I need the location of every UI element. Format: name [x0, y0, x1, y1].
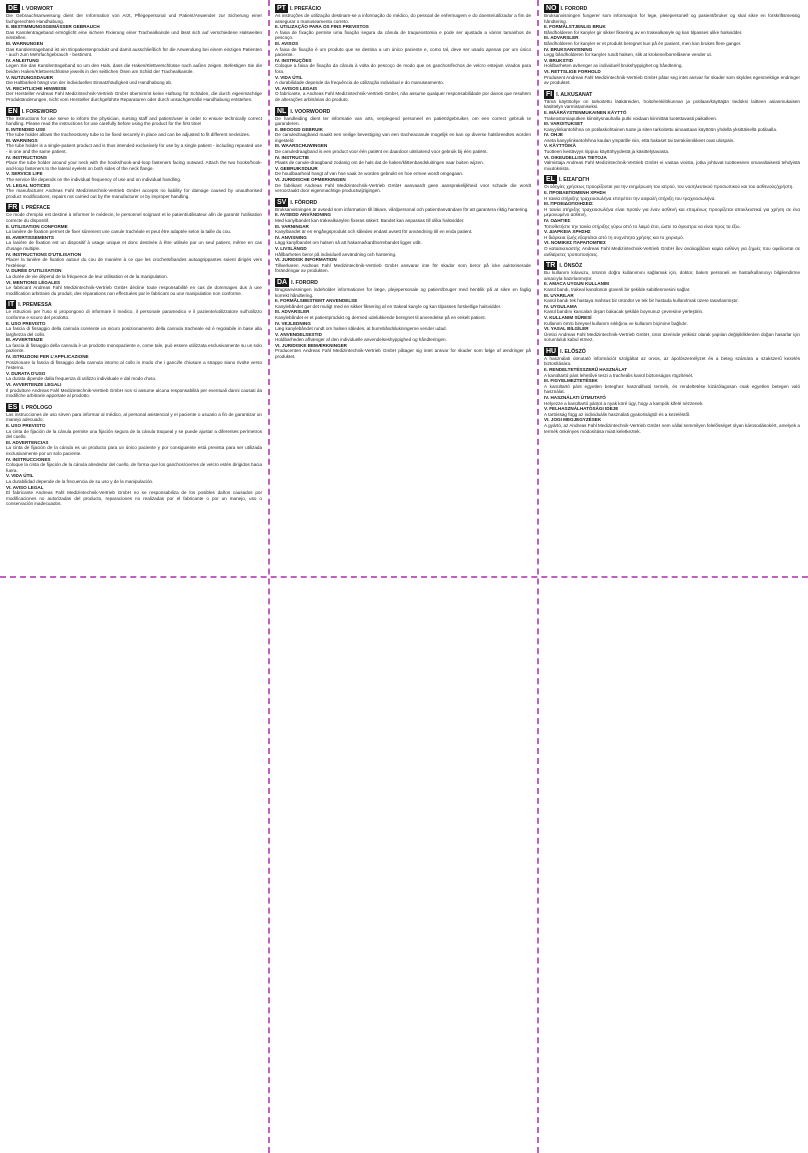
paragraph: [544, 99, 800, 110]
section-title: I. FORORD: [560, 6, 588, 12]
language-code-badge: NL: [277, 107, 287, 115]
paragraph: [275, 155, 531, 166]
column-2: [275, 4, 531, 1149]
paragraph-heading: IV. ΟΔΗΓΙΕΣ: [544, 218, 571, 223]
paragraph-text: The tube holder is a single-patient product and is thus intended exclusively for use by a single patient - including repeated use - in one and the same patient.: [6, 143, 262, 155]
section-title: I. ELŐSZÓ: [560, 348, 586, 355]
column-3: [544, 4, 800, 1149]
language-code-badge: PT: [277, 5, 286, 12]
paragraph: [544, 356, 800, 367]
paragraph-text: Plaats de canule-draagband zodanig om de hals dat de haken/klittenbandsluitingen naar buiten wijzen.: [275, 160, 484, 166]
paragraph-text: Båndholderen for kanyler gir sikker fiksering av en trakealkanyle og kan tilpasses ulike halsvidder.: [544, 29, 743, 35]
paragraph: [6, 457, 262, 474]
paragraph-heading: V. KULLANIM SÜRESİ: [544, 314, 592, 320]
paragraph: [275, 13, 531, 24]
paragraph-heading: II. AVSEDD ANVÄNDNING: [275, 212, 331, 218]
paragraph-heading: II. USO PREVISTO: [6, 423, 46, 428]
paragraph: [6, 138, 262, 155]
paragraph-text: De houdbaarheid hangt af van hoe vaak ze worden gebruikt en hoe ermee wordt omgegaan.: [275, 171, 464, 177]
paragraph-heading: VI. JURIDISK INFORMATION: [275, 257, 337, 263]
paragraph-heading: II. UTILIZAÇÃO PARA OS FINS PREVISTOS: [275, 24, 369, 30]
paragraph-text: Holdbarheden afhænger af den individuelle anvendelseshyppighed og håndteringen.: [275, 337, 447, 343]
paragraph: [544, 378, 800, 395]
paragraph-text: La durata dipende dalla frequenza di utilizzo individuale e dal modo d'uso.: [6, 376, 157, 382]
paragraph-text: Lägg kanylbandet om halsen så att hakarna/kardborrebandet ligger utåt.: [275, 240, 422, 246]
paragraph-text: Der Hersteller Andreas Fahl Medizintechnik-Vertrieb GmbH übernimmt keine Haftung für Schäden, die durch eigenmächtige Produktänderungen, nicht vom Hersteller durchgeführte Reparaturen oder durch unsachgemäße Handhabung entstehen.: [6, 91, 262, 102]
paragraph-heading: V. LIVSLÄNGD: [275, 245, 307, 251]
paragraph: [544, 201, 800, 218]
paragraph-text: Produsent Andreas Fahl Medizintechnik-Vertrieb GmbH påtar seg intet ansvar for skader som skyldes egenmektige endringer av produktet.: [544, 74, 800, 86]
paragraph: [6, 412, 262, 423]
paragraph-text: O fabricante, a Andreas Fahl Medizintechnik-Vertrieb GmbH, não assume qualquer responsabilidade por danos que resultem de alterações arbitrárias do produto.: [275, 91, 531, 102]
language-code-badge: DE: [8, 5, 18, 12]
paragraph-heading: III. WARNINGS: [6, 137, 38, 143]
paragraph: [6, 58, 262, 75]
paragraph-text: Kanylebåndet er et patientprodukt og dermed udelukkende beregnet til anvendelse på en enkelt patient.: [275, 314, 486, 320]
paragraph: [544, 417, 800, 434]
paragraph-text: Il produttore Andreas Fahl Medizintechnik-Vertrieb GmbH non si assume alcuna responsabilità per eventuali danni causati da modifiche arbitrarie apportate al prodotto.: [6, 387, 262, 399]
paragraph-text: Helyezze a kanültartó pántot a nyak köré úgy, hogy a kampók kifelé nézzenek.: [544, 400, 704, 406]
paragraph: [544, 58, 800, 69]
paragraph: [275, 143, 531, 154]
paragraph: [544, 13, 800, 24]
section-title: I. ÖNSÖZ: [559, 263, 583, 270]
paragraph-heading: II. BESTIMMUNGSGEMÄSSER GEBRAUCH: [6, 24, 100, 30]
paragraph-text: A tartósság függ az individuális használati gyakoriságtól és a kezeléstől.: [544, 411, 691, 417]
paragraph-heading: IV. INSTRUCTIONS D'UTILISATION: [6, 251, 82, 257]
paragraph: [544, 304, 800, 315]
paragraph: [544, 395, 800, 406]
paragraph-text: Tuotteen kestävyys riippuu käyttöhyydestä ja käsittelytavasta.: [544, 149, 670, 155]
paragraph-text: A használati útmutató információt szolgáltat az orvos, az ápolószemélyzet és a beteg számára a szakszerű kezelés biztosítására.: [544, 355, 800, 367]
paragraph-heading: IV. INSTRUCCIONES: [6, 456, 51, 462]
language-code-badge: FR: [8, 204, 18, 212]
paragraph-heading: II. ΠΡΟΒΛΕΠΟΜΕΝΗ ΧΡΗΣΗ: [544, 190, 606, 196]
language-block-sv: [275, 198, 531, 274]
paragraph-heading: II. BEOOGD GEBRUIK: [275, 126, 323, 132]
paragraph-heading: II. FORMÅLSBESTEMT ANVENDELSE: [275, 298, 358, 304]
paragraph-heading: V. NUTZUNGSDAUER: [6, 74, 54, 80]
paragraph-heading: III. VARNINGAR: [275, 223, 309, 229]
language-code-badge: DA: [277, 278, 288, 286]
paragraph-heading: IV. UYGULAMA: [544, 303, 578, 309]
paragraph: [275, 246, 531, 257]
paragraph: [544, 270, 800, 281]
paragraph-text: Η ταινία στήριξης τραχειοσωλήνα επιτρέπει την ασφαλή στήριξη του τραχειοσωλήνα.: [544, 195, 716, 201]
paragraph-heading: V. VIDA ÚTIL: [6, 473, 34, 479]
paragraph-heading: V. GEBRUIKSDUUR: [275, 165, 318, 171]
paragraph: [6, 116, 262, 127]
paragraph: [6, 127, 262, 138]
language-code-badge: FI: [546, 90, 553, 98]
paragraph-text: La cinta de fijación de la cánula permite una fijación segura de la cánula traqueal y se puede ajustar a diferentes perímetros del cuello.: [6, 428, 262, 440]
language-block-fr: [6, 203, 262, 296]
paragraph-text: Med kanylbandet kan trakealkanylen fixeras säkert. Bandet kan anpassas till olika halsvidder.: [275, 218, 465, 223]
paragraph-heading: III. AVERTISSEMENTS: [6, 234, 54, 240]
paragraph-heading: II. FORMÅLSTJENLIG BRUK: [544, 24, 606, 30]
language-block-da: [275, 278, 531, 360]
paragraph-text: Das Kanülentrageband ist ein Einpatientenprodukt und damit ausschließlich für die Anwendung bei einem einzigen Patienten - auch zum Mehrfachgebrauch - bestimmt.: [6, 46, 262, 58]
paragraph-text: Das Kanülentrageband ermöglicht eine sichere Fixierung einer Trachealkanüle und lässt sich auf verschiedene Halsweiten einstellen.: [6, 29, 262, 41]
paragraph-text: Coloque la cinta de fijación de la cánula alrededor del cuello, de forma que los ganchos/cierres de velcro estén dirigidos hacia fuera.: [6, 462, 262, 473]
paragraph-heading: II. MÄÄRÄYSTENMUKAINEN KÄYTTÖ: [544, 109, 627, 115]
paragraph: [275, 127, 531, 144]
paragraph: [6, 171, 262, 182]
paragraph: [6, 473, 262, 484]
paragraph-text: Kanül bandı, trakeal kanülünün güvenli bir şekilde sabitlenmesini sağlar.: [544, 286, 691, 292]
paragraph-text: The service life depends on the individual frequency of use and on individual handling.: [6, 177, 182, 183]
paragraph-heading: VI. LEGAL NOTICES: [6, 182, 51, 188]
paragraph-heading: VI. RETTSLIGE FORHOLD: [544, 68, 601, 74]
language-block-it: [6, 300, 262, 399]
paragraph-text: Tämä käyttöohje on tarkoitettu lääkäreiden, hoitohenkilökunnan ja potilaan/käyttäjän tiedoksi laitteen asianmukaisen käsittelyn varmistamiseksi.: [544, 98, 800, 110]
paragraph-text: Aseta kanyylinkantohihna kaulan ympärille niin, että hakaset tai tarrakiinnikkeet ovat ulospäin.: [544, 137, 735, 143]
paragraph: [544, 218, 800, 229]
section-title: I. VORWORT: [21, 6, 54, 12]
paragraph: [544, 47, 800, 58]
paragraph-text: Kanylbandet är en engångsprodukt och således endast avsett för användning till en enda patient.: [275, 229, 473, 235]
paragraph-heading: VI. JURIDISCHE OPMERKINGEN: [275, 177, 346, 183]
paragraph-text: Kanül bandını kancaları dışarı bakacak şekilde boynunuz çevresine yerleştirin.: [544, 309, 704, 315]
paragraph-heading: IV. VEJLEDNING: [275, 320, 311, 326]
section-title: I. VOORWOORD: [290, 108, 331, 115]
paragraph: [275, 41, 531, 58]
paragraph: [275, 224, 531, 235]
language-code-badge: IT: [8, 301, 15, 309]
paragraph: [6, 13, 262, 24]
language-block-de: [6, 4, 262, 103]
language-block-hu: [544, 347, 800, 434]
paragraph-text: Coloque a faixa de fixação da cânula à volta do pescoço de modo que os ganchos/fechos de velcro estejam virados para fora.: [275, 63, 531, 74]
paragraph-heading: V. KÄYTTÖIKÄ: [544, 143, 576, 149]
paragraph-heading: II. USO PREVISTO: [6, 320, 46, 326]
paragraph: [6, 280, 262, 297]
paragraph-heading: III. FIGYELMEZTETÉSEK: [544, 378, 598, 384]
paragraph: [275, 75, 531, 86]
paragraph-text: La fascia di fissaggio della cannula è un prodotto monopaziente e, come tale, può essere utilizzata esclusivamente su un solo paziente.: [6, 342, 262, 354]
paragraph-heading: V. DURATA D'USO: [6, 370, 46, 376]
paragraph-text: Bruksanvisningen är avsedd som information till läkare, vårdpersonal och patient/användare för att garantera riktig hantering.: [275, 206, 529, 212]
section-title: I. PRÓLOGO: [21, 404, 53, 411]
paragraph-text: A kanültartó pánt egyetlen beteghez használható termék, és rendeltetése kizárólagosan csak egyetlen betegen való használat.: [544, 383, 800, 395]
language-block-tr: [544, 261, 800, 343]
paragraph: [6, 235, 262, 252]
fold-line-left: [268, 0, 270, 1153]
paragraph-heading: VI. AVISOS LEGAIS: [275, 85, 318, 91]
language-block-pt: [275, 4, 531, 103]
paragraph: [544, 293, 800, 304]
paragraph: [6, 440, 262, 457]
paragraph-text: Place the tube holder around your neck with the hooks/hook-and-loop fasteners facing outward. Attach the two hooks/hook-and-loop fasteners to the lateral eyelets on both sides of the neck flange.: [6, 160, 262, 171]
paragraph-text: Legen Sie das Kanülentrageband so um den Hals, dass die Haken/Klettverschlüsse nach außen zeigen. Befestigen Sie die beiden Haken/Klettverschlüsse jeweils in den seitlichen Ösen am Schild der Trachealkanüle.: [6, 63, 262, 74]
paragraph: [6, 224, 262, 235]
paragraph-text: The manufacturer Andreas Fahl Medizintechnik-Vertrieb GmbH accepts no liability for damage caused by unauthorised product modifications, repairs not carried out by the manufacturer or by improper handling.: [6, 188, 262, 199]
paragraph: [275, 166, 531, 177]
language-code-badge: TR: [546, 262, 556, 270]
paragraph-text: Le istruzioni per l'uso si propongono di informare il medico, il personale paramedico e il paziente/utilizzatore sull'utilizzo conforme e sicuro del prodotto.: [6, 309, 262, 320]
paragraph-heading: VI. YASAL BİLGİLER: [544, 326, 589, 332]
paragraph: [275, 58, 531, 75]
paragraph-text: Kanül bandı tek hastaya mahsus bir üründür ve tek bir hastada kullanılmak üzere tasarlanmıştır.: [544, 298, 739, 304]
paragraph-heading: IV. OHJE: [544, 132, 563, 138]
paragraph: [544, 24, 800, 35]
paragraph-heading: IV. INSTRUÇÕES: [275, 57, 312, 63]
paragraph: [6, 24, 262, 41]
paragraph-text: As instruções de utilização destinam-se a informação do médico, do pessoal de enfermagem e do doente/utilizador a fim de assegurar o manuseamento correto.: [275, 13, 531, 24]
paragraph: [544, 229, 800, 240]
paragraph-text: A faixa de fixação permite uma fixação segura da cânula de traqueostomia e pode ser ajustada a vários tamanhos de pescoço.: [275, 29, 531, 41]
paragraph-heading: VI. AVISO LEGAL: [6, 484, 44, 490]
paragraph: [544, 155, 800, 172]
paragraph-heading: III. VAROITUKSET: [544, 121, 583, 127]
paragraph-text: Kanyylinkantohihna on potilaskohtainen tuote ja siten tarkoitettu ainoastaan käyttöön yhdellä yksittäisellä potilaalla.: [544, 126, 778, 132]
paragraph: [6, 423, 262, 440]
paragraph-text: Båndholderen for kanyler er et produkt beregnet kun på én pasient, men kan brukes flere ganger.: [544, 40, 742, 46]
language-block-es: [6, 403, 262, 507]
paragraph: [275, 86, 531, 103]
paragraph: [544, 190, 800, 201]
paragraph-heading: III. AVISOS: [275, 40, 299, 46]
paragraph-text: Η ταινία στήριξης τραχειοσωλήνα είναι προϊόν για έναν ασθενή και επομένως προορίζεται αποκλειστικά για χρήση σε ένα μεμονωμένο ασθενή.: [544, 206, 800, 218]
paragraph-heading: III. UYARILAR: [544, 292, 574, 298]
paragraph-heading: IV. BRUKSANVISNING: [544, 46, 593, 52]
section-title: I. ALKUSANAT: [556, 91, 593, 98]
section-title: I. PREFÁCIO: [289, 6, 322, 12]
paragraph: [544, 69, 800, 86]
paragraph-heading: VI. ΝΟΜΙΚΕΣ ΠΑΡΑΠΟΜΠΕΣ: [544, 240, 606, 246]
paragraph-text: La cinta de fijación de la cánula es un producto para un único paciente y por consiguiente está prevista para ser utilizada exclusivamente por un solo paciente.: [6, 445, 262, 456]
paragraph: [6, 41, 262, 58]
paragraph: [275, 212, 531, 223]
paragraph: [6, 321, 262, 338]
paragraph-text: Le fabricant Andreas Fahl Medizintechnik-Vertrieb GmbH décline toute responsabilité en cas de dommages dus à une modification arbitraire du produit, des réparations non effectuées par le fabricant ou une manipulation non conforme.: [6, 285, 262, 296]
paragraph-text: The instructions for use serve to inform the physician, nursing staff and patient/user in order to ensure technically correct handling. Please read the instructions for use carefully before using the product for the first time!: [6, 115, 262, 127]
paragraph: [544, 132, 800, 143]
language-block-fi: [544, 90, 800, 172]
language-code-badge: HU: [546, 347, 557, 355]
section-title: I. ΕΙΣΑΓΩΓΗ: [558, 177, 590, 184]
paragraph-heading: VI. JOGI MEGJEGYZÉSEK: [544, 417, 602, 423]
language-code-badge: NO: [546, 5, 557, 12]
paragraph: [544, 281, 800, 292]
paragraph-heading: III. ADVERTENCIAS: [6, 439, 49, 445]
paragraph-heading: IV. INSTRUCTIONS: [6, 154, 47, 160]
paragraph-text: La durée de vie dépend de la fréquence de leur utilisation et de la manipulation.: [6, 273, 168, 279]
paragraph: [544, 121, 800, 132]
paragraph-text: Legg båndholderen for kanyler rundt halsen, slik at krokene/borrelåsene vender ut.: [544, 52, 713, 58]
paragraph: [544, 367, 800, 378]
language-block-en: [6, 107, 262, 200]
paragraph: [544, 315, 800, 326]
paragraph: [275, 257, 531, 274]
paragraph-heading: III. ADVARSLER: [544, 35, 579, 41]
paragraph: [544, 326, 800, 343]
paragraph-heading: V. ANVENDELSESTID: [275, 331, 322, 337]
language-code-badge: EL: [546, 176, 555, 184]
paragraph-text: Η διάρκεια ζωής εξαρτάται από τη συχνότητα χρήσης και το χειρισμό.: [544, 234, 684, 240]
paragraph-heading: V. VIDA ÚTIL: [275, 74, 303, 80]
paragraph-text: Bu kullanım kılavuzu, ürünün doğru kullanımını sağlamak için, doktor, bakım personeli ve hasta/kullanıcıyı bilgilendirme amacıyla hazırlanmıştır.: [544, 270, 800, 281]
paragraph-text: Placer la lanière de fixation autour du cou de manière à ce que les crochets/bandes autoagrippantes soient dirigés vers l'extérieur.: [6, 257, 262, 268]
paragraph: [275, 177, 531, 194]
paragraph-text: De fabrikant Andreas Fahl Medizintechnik-Vertrieb GmbH aanvaardt geen aansprakelijkheid voor schade die wordt veroorzaakt door eigenmachtige productwijzigingen.: [275, 182, 531, 194]
paragraph-heading: VI. AVVERTENZE LEGALI: [6, 382, 62, 388]
paragraph-text: Læg kanylebåndet rundt om halsen således, at burrebåndslukningerne vender udad.: [275, 326, 447, 332]
paragraph-heading: V. FELHASZNÁLHATÓSÁGI IDEJE: [544, 406, 619, 412]
paragraph-heading: II. RENDELTETÉSSZERŰ HASZNÁLAT: [544, 367, 628, 373]
paragraph: [6, 75, 262, 86]
language-code-badge: ES: [8, 403, 18, 411]
paragraph-text: De canuledraagband maakt een veilige bevestiging van een tracheacanule mogelijk en kan op diverse halsbreedtes worden ingesteld.: [275, 132, 531, 143]
paragraph-heading: VI. RECHTLICHE HINWEISE: [6, 85, 67, 91]
paragraph-text: A kanültartó pánt lehetővé teszi a tracheális kanül biztonságos rögzítését.: [544, 372, 694, 378]
paragraph: [544, 35, 800, 46]
section-title: I. FOREWORD: [21, 108, 57, 115]
paragraph-text: De handleiding dient ter informatie van arts, verplegend personeel en patiënt/gebruiker, om een correct gebruik te garanderen.: [275, 115, 531, 127]
paragraph-text: La lanière de fixation est un dispositif à usage unique et donc destinée à être utilisée par un seul patient, même en cas d'usage multiple.: [6, 240, 262, 251]
paragraph: [275, 321, 531, 332]
paragraph-text: Las instrucciones de uso sirven para informar al médico, al personal asistencial y el paciente o usuario a fin de garantizar un manejo adecuado.: [6, 411, 262, 423]
paragraph-text: A durabilidade depende da frequência de utilização individual e do manuseamento.: [275, 80, 445, 86]
language-code-badge: SV: [277, 198, 287, 206]
paragraph-text: Bruksanvisningen fungerer som informasjon for lege, pleiepersonell og pasient/bruker og skal sikre en forskriftsmessig håndtering.: [544, 13, 800, 24]
paragraph-text: Οι οδηγίες χρήσεως προορίζονται για την ενημέρωση του ιατρού, του νοσηλευτικού προσωπικού και του ασθενούς/χρήστη.: [544, 184, 794, 190]
paragraph-text: Die Gebrauchsanweisung dient der Information von Arzt, Pflegepersonal und Patient/Anwender zur Sicherung einer fachgerechten Handhabung.: [6, 13, 262, 24]
paragraph-text: La durabilidad depende de la frecuencia de su uso y de la manipulación.: [6, 478, 154, 484]
paragraph: [544, 110, 800, 121]
paragraph-text: Hållbarheten beror på individuell användning och hantering.: [275, 251, 397, 257]
paragraph: [275, 343, 531, 360]
paragraph-heading: IV. ISTRUZIONI PER L'APPLICAZIONE: [6, 354, 89, 360]
paragraph-heading: III. AVVERTENZE: [6, 337, 43, 343]
paragraph: [275, 235, 531, 246]
paragraph: [544, 240, 800, 257]
paragraph: [6, 354, 262, 371]
paragraph-heading: IV. INSTRUCTIE: [275, 154, 310, 160]
paragraph-heading: IV. HASZNÁLATI ÚTMUTATÓ: [544, 395, 606, 401]
paragraph-text: Holdbarheten avhenger av individuell brukshyppighet og håndtering.: [544, 63, 683, 69]
paragraph-text: La fascia di fissaggio della cannula consente un sicuro posizionamento della cannula tracheale ed è regolabile in base alla larghezza del collo.: [6, 326, 262, 337]
paragraph-heading: VI. MENTIONS LÉGALES: [6, 279, 61, 285]
paragraph-heading: V. DURÉE D'UTILISATION: [6, 268, 62, 274]
paragraph-text: Tillverkaren Andreas Fahl Medizintechnik-Vertrieb GmbH ansvarar inte för skador som beror på icke auktoriserade förändringar av produkten.: [275, 262, 531, 274]
paragraph-heading: II. UTILISATION CONFORME: [6, 223, 68, 229]
paragraph-text: El fabricante Andreas Fahl Medizintechnik-Vertrieb GmbH no se responsabiliza de los posibles daños causados por modificaciones no autorizadas del producto, reparaciones no realizadas por el fabricante o por un manejo, uso o conservación inadecuados.: [6, 490, 262, 507]
language-block-no: [544, 4, 800, 86]
paragraph-heading: II. INTENDED USE: [6, 126, 46, 132]
section-title: I. FÖRORD: [290, 199, 318, 206]
paragraph: [6, 371, 262, 382]
paragraph-heading: V. BRUKSTID: [544, 57, 573, 63]
paragraph-heading: III. ADVARSLER: [275, 309, 310, 315]
paragraph-text: Producenten Andreas Fahl Medizintechnik-Vertrieb GmbH påtager sig intet ansvar for skader som følge af ændringer på produktet.: [275, 348, 531, 360]
paragraph: [6, 382, 262, 399]
paragraph-text: Ο κατασκευαστής Andreas Fahl Medizintechnik-Vertrieb GmbH δεν αναλαμβάνει καμία ευθύνη για ζημιές που οφείλονται σε αυθαίρετες τροποποιήσεις.: [544, 245, 800, 257]
paragraph: [6, 337, 262, 354]
paragraph: [6, 485, 262, 507]
paragraph-text: The tube holder allows the tracheostomy tube to be fixed securely in place and can be adjusted to fit different necksizes.: [6, 132, 251, 138]
paragraph-text: Valmistaja Andreas Fahl Medizintechnik-Vertrieb GmbH ei vastaa vioista, jotka johtuvat tuotteeseen omavaltaisesti tehdyistä muutoksista.: [544, 160, 800, 171]
paragraph: [6, 155, 262, 172]
paragraph-heading: III. WAARSCHUWINGEN: [275, 143, 328, 149]
paragraph: [275, 24, 531, 41]
section-title: I. FORORD: [291, 279, 318, 286]
paragraph: [544, 406, 800, 417]
language-block-el: [544, 175, 800, 257]
paragraph-heading: VI. JURIDISKE BEMÆRKNINGER: [275, 342, 347, 348]
paragraph-heading: IV. ANVISNING: [275, 234, 307, 240]
paragraph: [6, 86, 262, 103]
paragraph-text: Die Haltbarkeit hängt von der individuellen Einsatzhäufigkeit und Handhabung ab.: [6, 80, 173, 86]
paragraph-text: Kullanım ömrü bireysel kullanım sıklığına ve kullanım biçimine bağlıdır.: [544, 320, 688, 326]
paragraph-text: Posizionare la fascia di fissaggio della cannula intorno al collo in modo che i ganci/le chiusure a strappo siano rivolte verso l'esterno.: [6, 359, 262, 371]
paragraph: [275, 287, 531, 298]
paragraph: [275, 309, 531, 320]
column-1: [6, 4, 262, 1149]
paragraph-heading: III. WARNUNGEN: [6, 40, 44, 46]
paragraph: [6, 268, 262, 279]
paragraph-text: Brugsanvisningen indeholder informationer for læge, plejepersonale og patient/bruger med henblik på at sikre en faglig korrekt håndtering.: [275, 286, 531, 298]
section-title: I. PREMESSA: [18, 302, 52, 309]
language-block-nl: [275, 107, 531, 194]
paragraph: [544, 143, 800, 154]
paragraph: [6, 212, 262, 223]
paragraph: [275, 116, 531, 127]
paragraph-text: Kanylebåndet gør det muligt med en sikker fiksering af en trakeal kanyle og kan tilpasses forskellige halsvidder.: [275, 303, 502, 309]
paragraph: [6, 309, 262, 320]
section-title: I. PRÉFACE: [21, 205, 51, 212]
paragraph-heading: II. AMACA UYGUN KULLANIM: [544, 281, 609, 287]
paragraph: [6, 183, 262, 200]
paragraph: [275, 298, 531, 309]
paragraph-text: A gyártó, az Andreas Fahl Medizintechnik-Vertrieb GmbH nem vállal semmilyen felelősséget olyan károsodásokért, amelyek a termék önkényes módosítása miatt keletkeztek.: [544, 423, 800, 434]
paragraph: [6, 252, 262, 269]
paragraph-heading: V. SERVICE LIFE: [6, 171, 43, 177]
paragraph-text: A faixa de fixação é um produto que se destina a um único paciente e, como tal, deve ser usado apenas por um único paciente.: [275, 46, 531, 58]
paragraph-text: La lanière de fixation permet de fixer sûrement une canule trachéale et peut être adaptée selon la taille du cou.: [6, 229, 232, 235]
paragraph-text: Trakeostomiaputken kiinnitysnauhalla putki voidaan kiinnittää luotettavasti paikalleen.: [544, 115, 718, 121]
paragraph-heading: V. ΔΙΑΡΚΕΙΑ ΧΡΗΣΗΣ: [544, 229, 591, 235]
paragraph-text: Τοποθετήστε την ταινία στήριξης γύρω από το λαιμό έτσι, ώστε τα άγκιστρα να είναι προς τα έξω.: [544, 223, 741, 229]
paragraph-heading: IV. ANLEITUNG: [6, 57, 40, 63]
language-code-badge: EN: [8, 107, 18, 115]
paragraph-heading: VI. OIKEUDELLISIA TIETOJA: [544, 154, 607, 160]
paragraph-text: Üretici Andreas Fahl Medizintechnik-Vertrieb GmbH, ürün üzerinde yetkisiz olarak yapılan değişikliklerden doğan hasarlar için sorumluluk kabul etmez.: [544, 331, 800, 343]
paragraph: [275, 332, 531, 343]
fold-line-right: [537, 0, 539, 1153]
paragraph-text: De canuledraagband is een product voor één patiënt en daardoor uitsluitend voor gebruik bij één patiënt.: [275, 149, 488, 155]
paragraph-heading: III. ΠΡΟΕΙΔΟΠΟΙΗΣΕΙΣ: [544, 201, 593, 207]
paragraph-text: Ce mode d'emploi est destiné à informer le médecin, le personnel soignant et le patient/utilisateur afin de garantir l'utilisation correcte du dispositif.: [6, 212, 262, 223]
